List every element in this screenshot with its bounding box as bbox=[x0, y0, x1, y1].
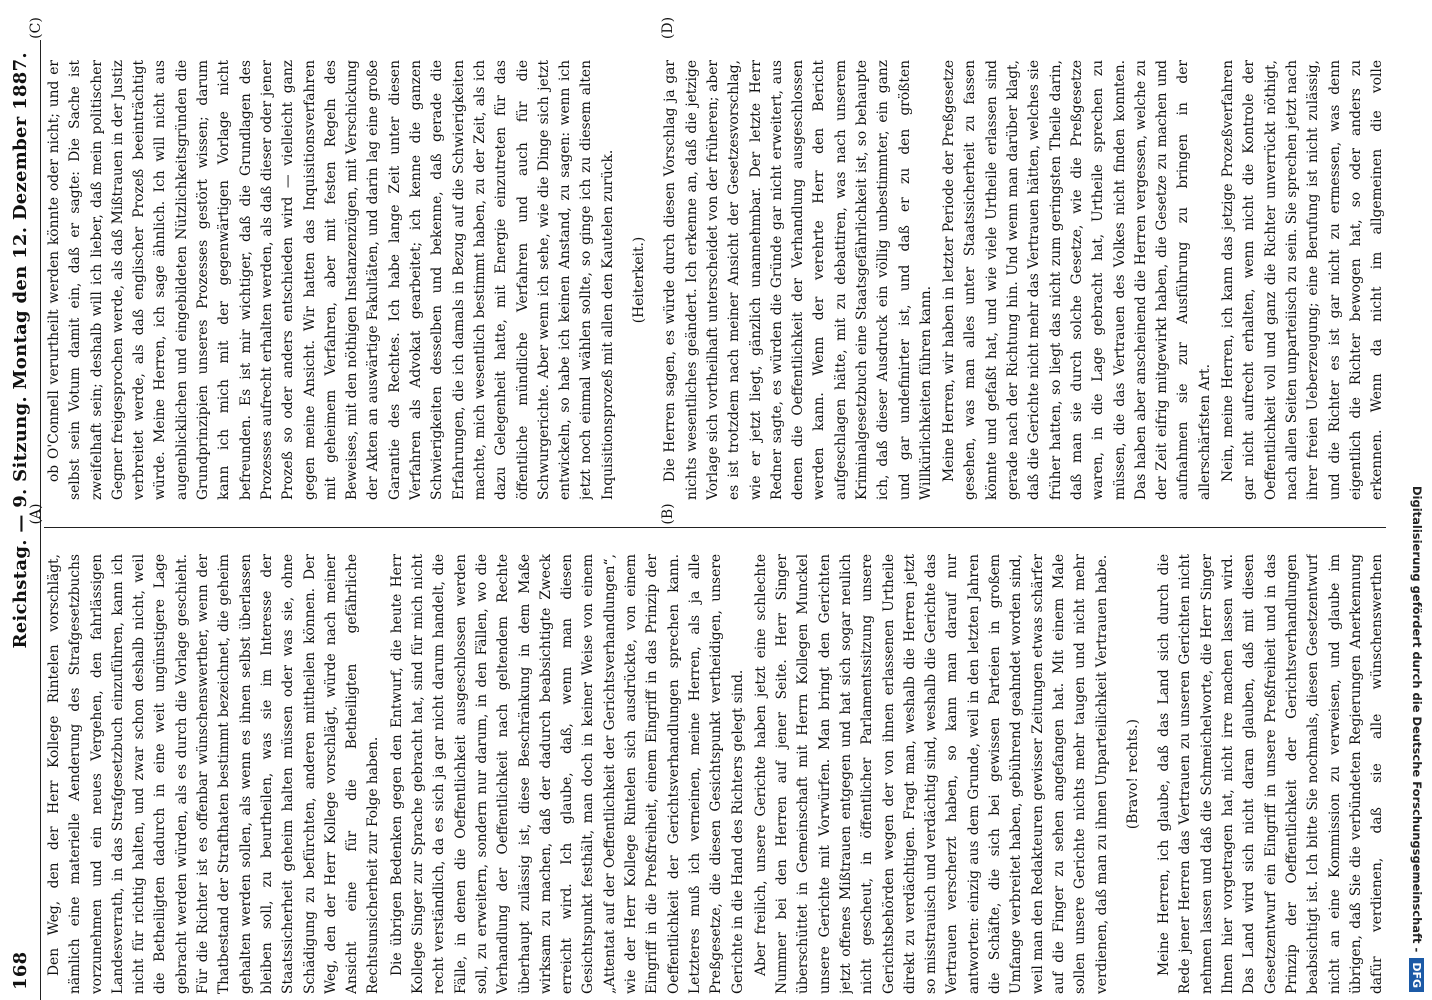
margin-marker-b: (B) bbox=[660, 503, 676, 525]
dfg-footer-strip bbox=[1402, 0, 1432, 1000]
interjection-bravo: (Bravo! rechts.) bbox=[1124, 718, 1141, 830]
right-column bbox=[44, 60, 1386, 500]
margin-marker-a: (A) bbox=[28, 503, 44, 525]
paragraph: Meine Herren, ich glaube, daß das Land sich durch die Rede jener Herren das Vertrauen zu unseren Gerichten nicht nehmen lassen und daß die Schmeichelworte, die Herr Singer Ihnen hier vorgetragen hat, nicht irre machen lassen wird. Das Land wird sich nicht daran glauben, daß mit diesen Gesetzentwurf ein Eingriff in unsere Preßfreiheit und in das Prinzip der Oeffentlichkeit der Gerichtsverhandlungen beabsichtigt ist. Ich bitte Sie nochmals, diesen Gesetzentwurf nicht an eine Kommission zu verweisen, und glaube im übrigen, daß Sie die verbündeten Regierungen Anerkennung dafür verdienen, daß sie alle wünschenswerthen bbox=[1156, 554, 1386, 994]
dfg-credit bbox=[1402, 0, 1432, 1000]
paragraph: Meine Herren, wir haben in letzter Periode der Preßgesetze gesehen, was man alles unter Staatssicherheit zu fassen könnte und gefaßt hat, und wie viele Urtheile erlassen sind gerade nach der Richtung hin. Und wenn man darüber klagt, daß die Gerichte nicht mehr das Vertrauen hätten, welches sie früher hatten, so liegt das nicht zum geringsten Theile darin, daß man sie durch solche Gesetze, wie die Preßgesetze waren, in die Lage gebracht hat, Urtheile sprechen zu müssen, die das Vertrauen des Volkes nicht finden konnten. Das haben aber anscheinend die Herren vergessen, welche zu der Zeit eifrig mitgewirkt haben, die Gesetze zu machen und aufnahmen sie zur Ausführung zu bringen in der allerschärfsten Art. bbox=[941, 60, 1213, 500]
paragraph: Die übrigen Bedenken gegen den Entwurf, die heute Herr Kollege Singer zur Sprache gebracht hat, sind für mich nicht recht verständlich, da es sich ja gar nicht darum handelt, die Fälle, in denen die Oeffentlichkeit ausgeschlossen werden soll, zu erweitern, sondern nur darum, in den Fällen, wo die Verhandlung der Oeffentlichkeit nach geltendem Rechte überhaupt zulässig ist, diese Beschränkung in dem Maße wirksam zu machen, daß der dadurch beabsichtigte Zweck erreicht wird. Ich glaube, daß, wenn man diesen Gesichtspunkt festhält, man doch in keiner Weise von einem „Attentat auf der Oeffentlichkeit der Gerichtsverhandlungen“, wie der Herr Kollege Rintelen sich ausdrückte, von einem Eingriff in die Preßfreiheit, einem Eingriff in das Prinzip der Oeffentlichkeit der Gerichtsverhandlungen sprechen kann. Letzteres muß ich verneinen, meine Herren, als ja alle Preßgesetze, die diesen Gesichtspunkt vertheidigen, unsere Gerichte in die Hand des Richters gelegt sind. bbox=[388, 554, 746, 994]
paragraph: ob O'Connell verurtheilt werden könnte oder nicht; und er selbst sein Votum damit ein, daß er sagte: Die Sache ist zweifelhaft sein; deshalb will ich lieber, daß mein politischer Gegner freigesprochen werde, als daß Mißtrauen in der Justiz verbreitet werde, als daß englischer Prozeß beeinträchtigt würde. Meine Herren, ich sage ähnlich. Ich will nicht aus augenblicklichen und eingebildeten Nützlichkeitsgründen die Grundprinzipien unseres Prozesses gestört wissen; darum kann ich mich mit der gegenwärtigen Vorlage nicht befreunden. Es ist mir wichtiger, daß die Grundlagen des Prozesses aufrecht erhalten werden, als daß dieser oder jener Prozeß so oder anders entschieden wird — vielleicht ganz gegen meine Ansicht. Wir hatten das Inquisitionsverfahren mit geheimem Verfahren, aber mit festen Regeln des Beweises, mit den nöthigen Instanzenzügen, mit Verschickung der Akten an auswärtige Fakultäten, und darin lag eine große Garantie des Rechtes. Ich habe lange Zeit unter diesen Verfahren als Advokat gearbeitet; ich kenne die ganzen Schwierigkeiten desselben und bekenne, daß gerade die Erfahrungen, die ich damals in Bezug auf die Schwierigkeiten machte, mich wesentlich bestimmt haben, zu der Zeit, als ich dazu Gelegenheit hatte, mit Energie einzutreten für das öffentliche mündliche Verfahren und auch für die Schwurgerichte. Aber wenn ich sehe, wie die Dinge sich jetzt entwickeln, so habe ich keinen Anstand, zu sagen: wenn ich jetzt noch einmal wählen sollte, so ginge ich zu diesem alten Inquisitionsprozeß mit allen den Kautelen zurück. bbox=[46, 60, 616, 500]
paragraph: Nein, meine Herren, ich kann das jetzige Prozeßverfahren gar nicht aufrecht erhalten, wenn nicht die Kontrole der Oeffentlichkeit voll und ganz die Richter unverrückt nöthigt, nach allen Seiten unparteiisch zu sein. Sie sprechen jetzt nach ihrer freien Ueberzeugung; eine Berufung ist nicht zulässig, und die Richter es ist gar nicht zu ermessen, was denn eigentlich die Richter bewogen hat, so oder anders zu erkennen. Wenn da nicht im allgemeinen die volle bbox=[1220, 60, 1386, 500]
paragraph: Aber freilich, unsere Gerichte haben jetzt eine schlechte Nummer bei den Herren auf jener Seite. Herr Singer überschüttet in Gemeinschaft mit Herrn Kollegen Munckel unsere Gerichte mit Vorwürfen. Man bringt den Gerichten jetzt offenes Mißtrauen entgegen und hat sich sogar neulich nicht gescheut, in öffentlicher Parlamentssitzung unsere Gerichtsbehörden wegen der von ihnen erlassenen Urtheile direkt zu verdächtigen. Fragt man, weshalb die Herren jetzt so misstrauisch und verdächtig sind, weshalb die Gerichte das Vertrauen verscherzt haben, so kann man darauf nur antworten: einzig aus dem Grunde, weil in den letzten Jahren die Schäfte, die sich bei gewissen Parteien in großem Umfange verbreitet haben, gebührend geahndet worden sind, weil man den Redakteuren gewisser Zeitungen etwas schärfer auf die Finger zu sehen angefangen hat. Mit einem Male sollen unsere Gerichte nichts mehr taugen und nicht mehr verdienen, daß man zu ihnen Unparteilichkeit Vertrauen habe. bbox=[752, 554, 1110, 994]
paragraph: Die Herren sagen, es würde durch diesen Vorschlag ja gar nichts wesentliches geändert. Ich erkenne an, daß die jetzige Vorlage sich vortheilhaft unterscheidet von der früheren; aber es ist trotzdem nach meiner Ansicht der Gesetzesvorschlag, wie er jetzt liegt, gänzlich unannehmbar. Der letzte Herr Redner sagte, es würden die Gründe gar nicht erweitert, aus denen die Oeffentlichkeit der Verhandlung ausgeschlossen werden kann. Wenn der verehrte Herr den Bericht aufgeschlagen hätte, mit zu debattiren, was nach unserem Kriminalgesetzbuch eine Staatsgefährlichkeit ist, so behaupte ich, daß dieser Ausdruck ein völlig unbestimmter, ein ganz und gar undefinirter ist, und daß er zu den größten Willkürlichkeiten führen kann. bbox=[662, 60, 934, 500]
column-divider bbox=[44, 527, 1386, 528]
dfg-credit-text: Digitalisierung gefördert durch die Deutsche Forschungsgemeinschaft - bbox=[1410, 485, 1424, 953]
paragraph: Den Weg, den der Herr Kollege Rintelen vorschlägt, nämlich eine materielle Aenderung des Strafgesetzbuchs vorzunehmen und ein neues Vergehen, den fahrlässigen Landesverrath, in das Strafgesetzbuch einzuführen, kann ich nicht für richtig halten, und zwar schon deshalb nicht, weil die Betheiligten dadurch in eine weit ungünstigere Lage gebracht werden würden, als es durch die Vorlage geschieht. Für die Richter ist es offenbar wünschenswerther, wenn der Thatbestand der Strafthaten bestimmt bezeichnet, die geheim gehalten werden sollen, als wenn es ihnen selbst überlassen bleiben soll, zu beurtheilen, was sie im Interesse der Staatssicherheit geheim halten müssen oder was sie, ohne Schädigung zu befürchten, anderen mittheilen können. Der Weg, den der Herr Kollege vorschlägt, würde nach meiner Ansicht eine für die Betheiligten gefährliche Rechtsunsicherheit zur Folge haben. bbox=[46, 554, 382, 994]
interjection-heiterkeit: (Heiterkeit.) bbox=[631, 236, 648, 324]
running-head-title: Reichstag. — 9. Sitzung. Montag den 12. Dezember 1887. bbox=[9, 52, 31, 649]
page-number: 168 bbox=[9, 951, 31, 990]
margin-marker-d: (D) bbox=[660, 16, 676, 40]
margin-marker-c: (C) bbox=[28, 17, 44, 39]
dfg-logo: DFG bbox=[1410, 958, 1425, 992]
rotated-page bbox=[0, 16, 1400, 1000]
left-column bbox=[44, 554, 1386, 994]
